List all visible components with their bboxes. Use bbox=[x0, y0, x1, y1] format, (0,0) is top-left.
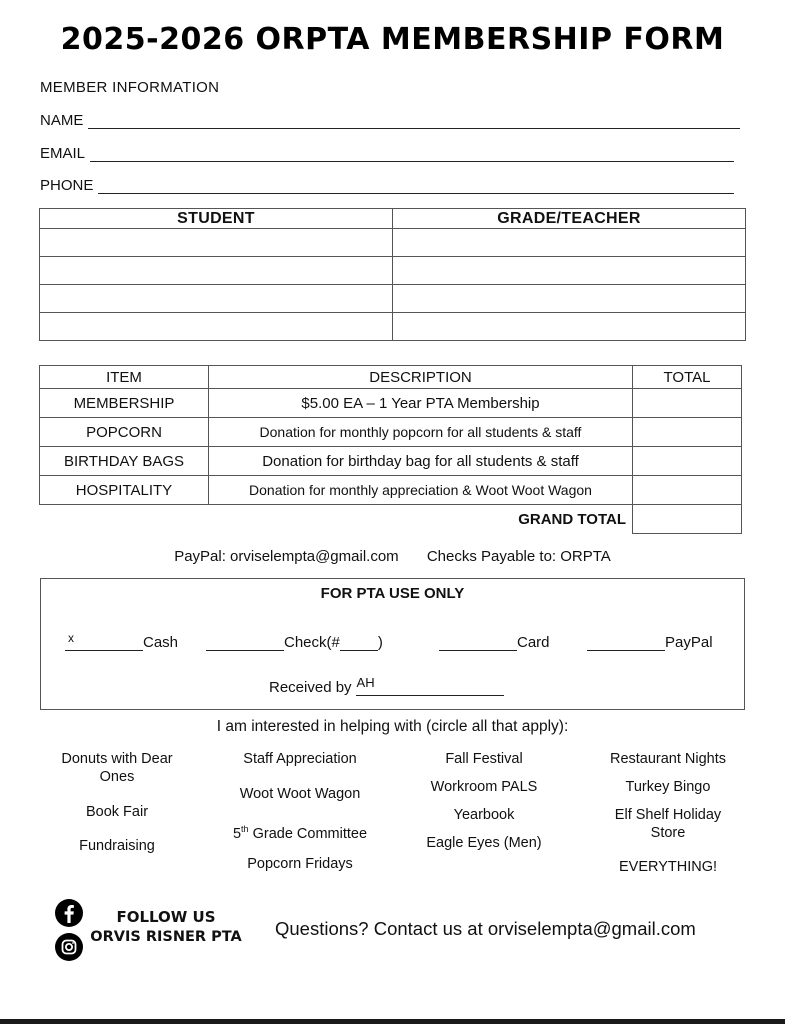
cash-blank[interactable] bbox=[65, 631, 143, 651]
follow-us-text: FOLLOW US bbox=[116, 908, 216, 926]
item-total-cell[interactable] bbox=[633, 418, 742, 447]
table-row bbox=[40, 257, 746, 285]
checks-info: Checks Payable to: ORPTA bbox=[426, 548, 611, 565]
paypal-label: PayPal bbox=[665, 634, 713, 651]
grade-teacher-header: GRADE/TEACHER bbox=[393, 209, 746, 229]
option-donuts[interactable]: Donuts with Dear Ones bbox=[61, 751, 173, 785]
student-cell[interactable] bbox=[40, 285, 393, 313]
table-row bbox=[40, 476, 742, 505]
item-description: Donation for monthly popcorn for all students & staff bbox=[209, 418, 633, 447]
name-line[interactable] bbox=[88, 114, 740, 129]
table-row bbox=[40, 418, 742, 447]
option-workroom-pals[interactable]: Workroom PALS bbox=[430, 779, 538, 795]
grade-number: 5 bbox=[232, 825, 242, 842]
paypal-option[interactable] bbox=[587, 634, 713, 651]
name-label: NAME bbox=[40, 112, 84, 129]
item-description: Donation for birthday bag for all students & staff bbox=[209, 447, 633, 476]
grand-total-label: GRAND TOTAL bbox=[518, 510, 626, 528]
check-option[interactable] bbox=[206, 634, 383, 651]
pta-use-box bbox=[40, 578, 745, 710]
bottom-divider bbox=[0, 1019, 785, 1024]
member-info-heading: MEMBER INFORMATION bbox=[40, 79, 220, 96]
option-book-fair[interactable]: Book Fair bbox=[85, 804, 149, 820]
option-grade-committee[interactable] bbox=[210, 820, 390, 843]
student-cell[interactable] bbox=[40, 257, 393, 285]
description-header: DESCRIPTION bbox=[209, 366, 633, 389]
table-row bbox=[40, 313, 746, 341]
cash-mark: x bbox=[68, 631, 74, 645]
option-elf-shelf[interactable]: Elf Shelf Holiday Store bbox=[614, 807, 722, 841]
table-row bbox=[40, 285, 746, 313]
option-yearbook[interactable]: Yearbook bbox=[453, 807, 515, 823]
option-popcorn-fridays[interactable]: Popcorn Fridays bbox=[247, 856, 353, 872]
check-blank[interactable] bbox=[206, 634, 284, 651]
instagram-icon[interactable] bbox=[54, 932, 84, 962]
email-label: EMAIL bbox=[40, 145, 86, 162]
item-name: POPCORN bbox=[40, 418, 209, 447]
item-total-cell[interactable] bbox=[633, 447, 742, 476]
org-name: ORVIS RISNER PTA bbox=[90, 929, 242, 945]
item-name: BIRTHDAY BAGS bbox=[40, 447, 209, 476]
received-by-value: AH bbox=[356, 675, 375, 690]
option-woot-woot-wagon[interactable]: Woot Woot Wagon bbox=[239, 786, 361, 802]
contact-text: Questions? Contact us at orviselempta@gmail.com bbox=[275, 918, 696, 939]
item-name: MEMBERSHIP bbox=[40, 389, 209, 418]
form-title: 2025-2026 ORPTA MEMBERSHIP FORM bbox=[60, 22, 725, 57]
cash-label: Cash bbox=[143, 634, 179, 651]
student-cell[interactable] bbox=[40, 229, 393, 257]
check-label: Check(# bbox=[284, 634, 340, 651]
received-by-blank[interactable] bbox=[356, 675, 504, 696]
received-by-field[interactable] bbox=[269, 675, 504, 696]
table-row bbox=[40, 389, 742, 418]
paypal-blank[interactable] bbox=[587, 634, 665, 651]
card-label: Card bbox=[517, 634, 550, 651]
option-staff-appreciation[interactable]: Staff Appreciation bbox=[243, 751, 357, 767]
grade-cell[interactable] bbox=[393, 257, 746, 285]
grand-total-cell[interactable] bbox=[633, 505, 742, 534]
option-fall-festival[interactable]: Fall Festival bbox=[445, 751, 523, 767]
check-close: ) bbox=[377, 634, 383, 651]
option-eagle-eyes[interactable]: Eagle Eyes (Men) bbox=[426, 835, 542, 851]
check-number-blank[interactable] bbox=[340, 634, 378, 651]
facebook-icon[interactable] bbox=[54, 898, 84, 928]
spacer-cell bbox=[40, 505, 209, 534]
name-field[interactable] bbox=[40, 112, 740, 129]
table-row bbox=[40, 447, 742, 476]
card-option[interactable] bbox=[439, 634, 550, 651]
option-everything[interactable]: EVERYTHING! bbox=[618, 859, 718, 875]
student-table bbox=[39, 208, 746, 341]
payment-info bbox=[0, 548, 785, 565]
cash-option[interactable] bbox=[65, 631, 179, 651]
received-by-label: Received by bbox=[269, 679, 352, 696]
table-row bbox=[40, 229, 746, 257]
grade-cell[interactable] bbox=[393, 313, 746, 341]
item-description: Donation for monthly appreciation & Woot Woot Wagon bbox=[209, 476, 633, 505]
grade-suffix: th bbox=[241, 824, 249, 834]
email-field[interactable] bbox=[40, 145, 734, 162]
card-blank[interactable] bbox=[439, 634, 517, 651]
item-total-cell[interactable] bbox=[633, 476, 742, 505]
phone-label: PHONE bbox=[40, 177, 94, 194]
option-restaurant-nights[interactable]: Restaurant Nights bbox=[609, 751, 727, 767]
pta-use-heading: FOR PTA USE ONLY bbox=[320, 585, 465, 602]
grade-cell[interactable] bbox=[393, 285, 746, 313]
item-total-cell[interactable] bbox=[633, 389, 742, 418]
item-description: $5.00 EA – 1 Year PTA Membership bbox=[209, 389, 633, 418]
student-header: STUDENT bbox=[40, 209, 393, 229]
items-table bbox=[39, 365, 742, 534]
item-name: HOSPITALITY bbox=[40, 476, 209, 505]
paypal-info: PayPal: orviselempta@gmail.com bbox=[174, 548, 399, 565]
phone-field[interactable] bbox=[40, 177, 734, 194]
interest-heading: I am interested in helping with (circle all that apply): bbox=[216, 718, 569, 735]
grade-cell[interactable] bbox=[393, 229, 746, 257]
email-line[interactable] bbox=[90, 147, 734, 162]
total-header: TOTAL bbox=[633, 366, 742, 389]
phone-line[interactable] bbox=[98, 179, 734, 194]
grade-committee-label: Grade Committee bbox=[252, 825, 368, 842]
option-fundraising[interactable]: Fundraising bbox=[79, 838, 155, 854]
item-header: ITEM bbox=[40, 366, 209, 389]
student-cell[interactable] bbox=[40, 313, 393, 341]
option-turkey-bingo[interactable]: Turkey Bingo bbox=[625, 779, 711, 795]
